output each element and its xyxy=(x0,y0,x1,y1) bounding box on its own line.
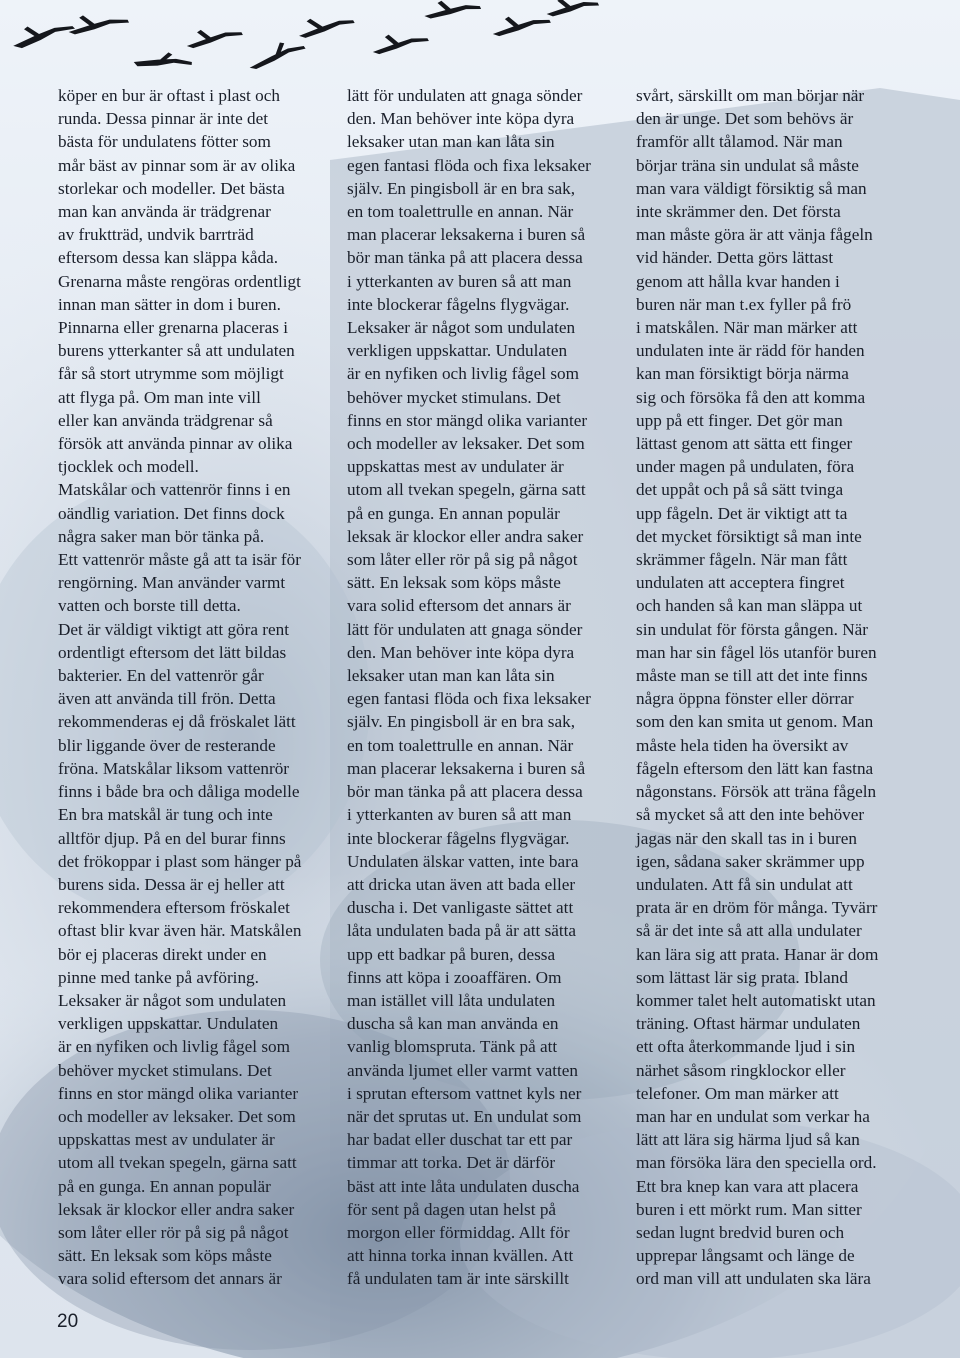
bird-icon xyxy=(67,11,130,35)
bird-icon xyxy=(371,29,430,55)
bird-icon xyxy=(545,0,599,17)
text-column-left: köper en bur är oftast i plast och runda. Dessa pinnar är inte det bästa för undulatens fötter som mår bäst av pinnar som är av olika storlekar och modeller. Det bästa man kan använda är trädgrenar av fruktträd, undvik barrträd eftersom dessa kan släppa kåda. Grenarna måste rengöras ordentligt innan man sätter in dom i buren. Pinnarna eller grenarna placeras i burens ytterkanter så att undulaten får så stort utrymme som möjligt att flyga på. Om man inte vill eller kan använda trädgrenar så försök att använda pinnar av olika tjocklek och modell. Matskålar och vattenrör finns i en oändlig variation. Det finns dock några saker man bör tänka på. Ett vattenrör måste gå att ta isär för rengörning. Man använder varmt vatten och borste till detta. Det är väldigt viktigt att göra rent ordentligt eftersom det lätt bildas bakterier. En del vattenrör går även att använda till frön. Detta rekommenderas ej då fröskalet lätt blir liggande över de resterande fröna. Matskålar liksom vattenrör finns i både bra och dåliga modelle En bra matskål är tung och inte alltför djup. På en del burar finns det frökoppar i plast som hänger på burens sida. Dessa är ej heller att rekommendera eftersom fröskalet oftast blir kvar även här. Matskålen bör ej placeras direkt under en pinne med tanke på avföring. Leksaker är något som undulaten verkligen uppskattar. Undulaten är en nyfiken och livlig fågel som behöver mycket stimulans. Det finns en stor mängd olika varianter och modeller av leksaker. Det som uppskattas mest av undulater är utom all tvekan spegeln, gärna satt på en gunga. En annan populär leksak är klockor eller andra saker som låter eller rör på sig på något sätt. En leksak som köps måste vara solid eftersom det annars är xyxy=(58,86,302,1289)
text-column-middle: lätt för undulaten att gnaga sönder den. Man behöver inte köpa dyra leksaker utan man kan låta sin egen fantasi flöda och fixa leksaker själv. En pingisboll är en bra sak, en tom toalettrulle en annan. När man placerar leksakerna i buren så bör man tänka på att placera dessa i ytterkanten av buren så att man inte blockerar fågelns flygvägar. Leksaker är något som undulaten verkligen uppskattar. Undulaten är en nyfiken och livlig fågel som behöver mycket stimulans. Det finns en stor mängd olika varianter och modeller av leksaker. Det som uppskattas mest av undulater är utom all tvekan spegeln, gärna satt på en gunga. En annan populär leksak är klockor eller andra saker som låter eller rör på sig på något sätt. En leksak som köps måste vara solid eftersom det annars är lätt för undulaten att gnaga sönder den. Man behöver inte köpa dyra leksaker utan man kan låta sin egen fantasi flöda och fixa leksaker själv. En pingisboll är en bra sak, en tom toalettrulle en annan. När man placerar leksakerna i buren så bör man tänka på att placera dessa i ytterkanten av buren så att man inte blockerar fågelns flygvägar. Undulaten älskar vatten, inte bara att dricka utan även att bada eller duscha i. Det vanligaste sättet att låta undulaten bada på är att sätta upp ett badkar på buren, dessa finns att köpa i zooaffären. Om man istället vill låta undulaten duscha så kan man använda en vanlig blomspruta. Tänk på att använda ljumet eller varmt vatten i sprutan eftersom vattnet kyls ner när det sprutas ut. En undulat som har badat eller duschat tar ett par timmar att torka. Det är därför bäst att inte låta undulaten duscha för sent på dagen utan helst på morgon eller förmiddag. Allt för att hinna torka innan kvällen. Att få undulaten tam är inte särskillt xyxy=(347,86,591,1289)
bird-icon xyxy=(185,24,244,49)
bird-icon xyxy=(10,17,77,50)
bird-icon xyxy=(423,0,481,19)
bird-icon xyxy=(491,11,552,37)
bird-icon xyxy=(296,11,355,39)
flying-birds-decoration xyxy=(0,0,960,80)
bird-icon xyxy=(133,50,192,70)
bird-icon xyxy=(245,36,307,71)
page-number: 20 xyxy=(57,1311,79,1332)
text-column-right: svårt, särskillt om man börjar när den är unge. Det som behövs är framför allt tålamod. När man börjar träna sin undulat så måste man vara väldigt försiktig så man inte skrämmer den. Det första man måste göra är att vänja fågeln vid händer. Detta görs lättast genom att hålla kvar handen i buren när man t.ex fyller på frö i matskålen. När man märker att undulaten inte är rädd för handen kan man försiktigt börja närma sig och försöka få den att komma upp på ett finger. Det gör man lättast genom att sätta ett finger under magen på undulaten, föra det uppåt och på så sätt tvinga upp fågeln. Det är viktigt att ta det mycket försiktigt så man inte skrämmer fågeln. När man fått undulaten att acceptera fingret och handen så kan man släppa ut sin undulat för första gången. När man har sin fågel lös utanför buren måste man se till att det inte finns några öppna fönster eller dörrar som den kan smita ut genom. Man måste hela tiden ha översikt av fågeln eftersom den lätt kan fastna någonstans. Försök att träna fågeln så mycket så att den inte behöver jagas när den skall tas in i buren igen, sådana saker skrämmer upp undulaten. Att få sin undulat att prata är en dröm för många. Tyvärr så är det inte så att alla undulater kan lära sig att prata. Hanar är dom som lättast lär sig prata. Ibland kommer talet helt automatiskt utan träning. Oftast härmar undulaten ett ofta återkommande ljud i sin närhet såsom ringklockor eller telefoner. Om man märker att man har en undulat som verkar ha lätt att lära sig härma ljud så kan man försöka lära den speciella ord. Ett bra knep kan vara att placera buren i ett mörkt rum. Man sitter sedan lugnt bredvid buren och upprepar långsamt och länge de ord man vill att undulaten ska lära xyxy=(636,86,879,1289)
